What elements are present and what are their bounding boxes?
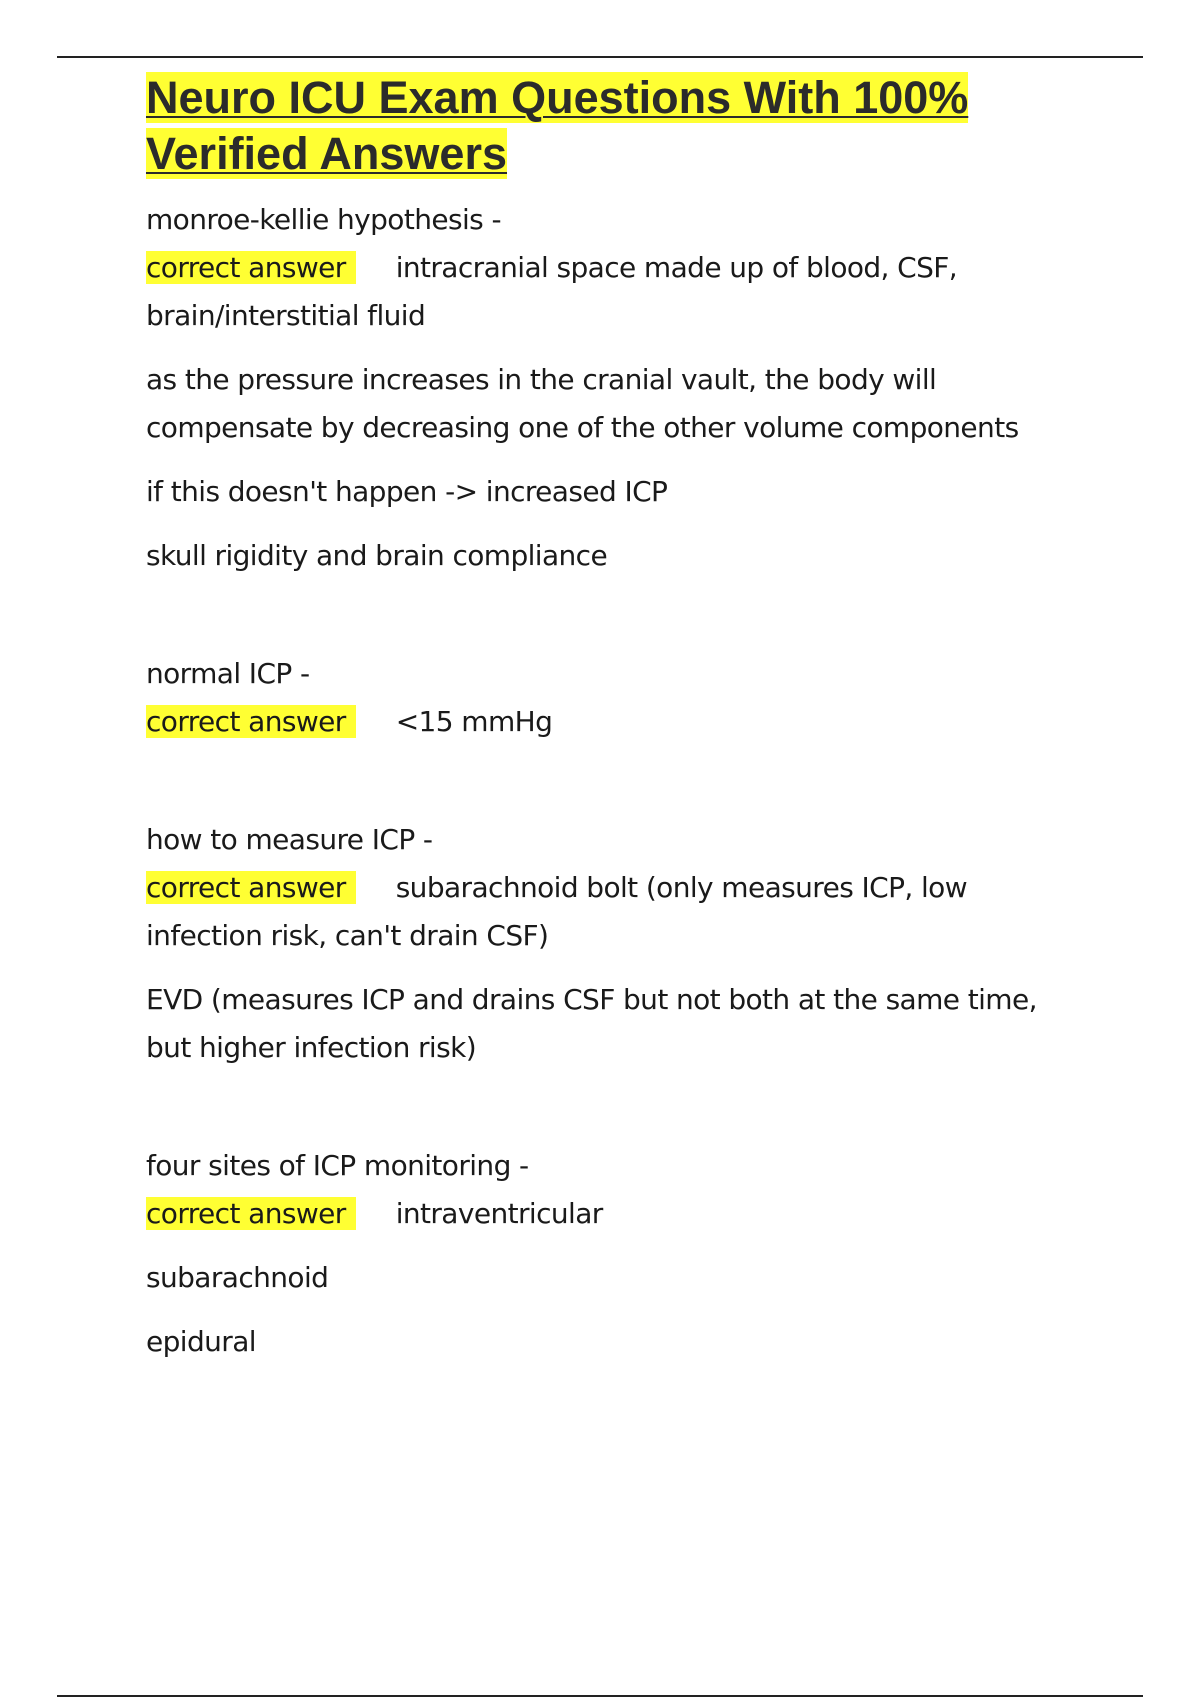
answer-paragraph xyxy=(146,1190,1076,1238)
answer-text: subarachnoid bolt (only measures ICP, low infection risk, can't drain CSF) xyxy=(146,871,968,952)
question-text: normal ICP - xyxy=(146,657,310,690)
answer-detail: EVD (measures ICP and drains CSF but not both at the same time, but higher infection risk) xyxy=(146,983,1037,1064)
qa-item-measure-icp xyxy=(146,816,1076,1072)
question-text: how to measure ICP - xyxy=(146,823,433,856)
title-line-2: Verified Answers xyxy=(146,128,507,179)
answer-detail: if this doesn't happen -> increased ICP xyxy=(146,475,668,508)
answer-detail: as the pressure increases in the cranial vault, the body will compensate by decreasing one of the other volume components xyxy=(146,363,1019,444)
qa-item-normal-icp xyxy=(146,650,1076,746)
correct-answer-label: correct answer xyxy=(146,871,356,904)
document-title xyxy=(146,70,1076,182)
top-rule xyxy=(57,56,1143,58)
answer-paragraph xyxy=(146,864,1076,960)
question-text: four sites of ICP monitoring - xyxy=(146,1149,529,1182)
question-text: monroe-kellie hypothesis - xyxy=(146,203,501,236)
answer-text: <15 mmHg xyxy=(395,705,553,738)
correct-answer-label: correct answer xyxy=(146,705,356,738)
answer-paragraph xyxy=(146,244,1076,340)
correct-answer-label: correct answer xyxy=(146,251,356,284)
answer-text: intracranial space made up of blood, CSF, brain/interstitial fluid xyxy=(146,251,958,332)
bottom-rule xyxy=(57,1695,1143,1697)
answer-detail: skull rigidity and brain compliance xyxy=(146,539,608,572)
title-line-1: Neuro ICU Exam Questions With 100% xyxy=(146,72,969,123)
qa-item-icp-sites xyxy=(146,1142,1076,1366)
correct-answer-label: correct answer xyxy=(146,1197,356,1230)
document-body xyxy=(146,70,1076,1366)
answer-detail: epidural xyxy=(146,1325,256,1358)
qa-item-monroe-kellie xyxy=(146,196,1076,580)
answer-text: intraventricular xyxy=(395,1197,603,1230)
answer-detail: subarachnoid xyxy=(146,1261,329,1294)
answer-paragraph xyxy=(146,698,1076,746)
